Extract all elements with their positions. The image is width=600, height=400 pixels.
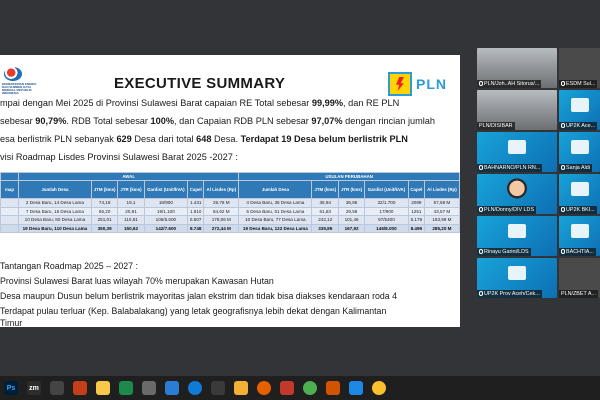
table-cell: 150,62 [118,224,144,233]
excel-icon[interactable] [119,381,133,395]
summary-line-3: esa berlistrik PLN sebanyak 629 Desa dari total 648 Desa. Terdapat 19 Desa belum berlistrik PLN [0,134,408,144]
table-cell: 10 Desa Baru, 77 Desa Lama [239,216,312,225]
table-cell: 29,76 M [204,199,239,208]
table-cell: 242,12 [312,216,339,225]
org-logo-icon [571,182,589,196]
participant-name: UP2K Ace... [559,122,597,130]
summary-line-1: mpai dengan Mei 2025 di Provinsi Sulawesi Barat capaian RE Total sebesar 99,99%, dan RE PLN [0,98,400,108]
org-logo-icon [508,266,526,280]
table-cell: 167,92 [339,224,365,233]
challenge-heading: Tantangan Roadmap 2025 – 2027 : [0,261,138,271]
table-cell: 36,86 [339,199,365,208]
calculator-icon[interactable] [50,381,64,395]
table-cell: 5.179 [408,216,424,225]
participant-tile[interactable] [477,258,557,298]
table-group-spacer [1,173,19,181]
table-header-cell: JTM (kms) [312,181,339,199]
table-row [1,216,460,225]
slide-title: EXECUTIVE SUMMARY [114,75,286,92]
table-header-cell: Jumlah Desa [239,181,312,199]
table-cell: 101,46 [339,216,365,225]
summary-line-2: sebesar 90,79%. RDB Total sebesar 100%, dan Capaian RDB PLN sebesar 97,07% dengan rincian jumlah [0,116,436,126]
zoom-app-icon[interactable]: zm [27,381,41,395]
participant-name: ESDM Sul... [559,80,597,88]
challenge-item-2: Desa maupun Dusun belum berlistrik mayoritas jalan ekstrim dan tidak bisa diakses kendaraan roda 4 [0,291,398,301]
table-cell: 110,61 [118,216,144,225]
table-cell: 350,39 [91,224,118,233]
table-cell: 97/5400 [365,216,409,225]
folder-icon[interactable] [234,381,248,395]
table-cell: 74,18 [91,199,118,208]
table-header-row [1,181,460,199]
table-cell [1,207,19,216]
table-header-cell: Al Lisdes (Rp) [424,181,459,199]
acrobat-icon[interactable] [280,381,294,395]
shared-slide [0,55,460,327]
table-cell: 57,68 M [424,199,459,208]
table-cell: 178,06 M [204,216,239,225]
mic-icon [479,291,483,296]
participant-tile[interactable] [477,174,557,214]
table-cell [1,199,19,208]
firefox-icon[interactable] [257,381,271,395]
table-cell: 19/1.100 [144,207,188,216]
table-header-cell: Al Lisdes (Rp) [204,181,239,199]
table-header-cell: JTR (kms) [118,181,144,199]
table-header-cell: JTR (kms) [339,181,365,199]
participant-tile[interactable] [477,216,557,256]
participant-name: Rinayu Garini/LDS [477,248,531,256]
table-header-cell: Capel [188,181,204,199]
table-cell: 183,98 M [424,216,459,225]
photoshop-icon[interactable]: Ps [4,381,18,395]
org-logo-icon [571,98,589,112]
table-cell: 285,20 M [424,224,459,233]
table-cell: 20,91 [118,207,144,216]
mic-icon [479,207,483,212]
participant-name: BACHTIA... [559,248,596,256]
table-header-cell: Capel [408,181,424,199]
table-cell: 65,20 [91,207,118,216]
participant-name: PLN/Joh..AH Sitorus/... [477,80,541,88]
table-cell: 1251 [408,207,424,216]
org-logo-icon [571,140,589,154]
table-cell: 10 Desa Baru, 80 Desa Lama [19,216,92,225]
participant-name: UP2K BKI... [559,206,597,214]
table-row [1,199,460,208]
participants-panel[interactable] [475,48,600,332]
table-total-row [1,224,460,233]
table-cell: 105/5.600 [144,216,188,225]
table-cell: 272,44 M [204,224,239,233]
table-cell: 251,01 [91,216,118,225]
participant-tile[interactable] [559,48,600,88]
app-icon[interactable] [349,381,363,395]
table-cell: 19,1 [118,199,144,208]
table-group-awal: AWAL [19,173,239,181]
table-group-usulan: USULAN PERUBAHAN [239,173,460,181]
participant-name: Sanja Aldi [559,164,592,172]
mic-icon [561,207,565,212]
settings-icon[interactable] [142,381,156,395]
chrome-canary-icon[interactable] [372,381,386,395]
mic-icon [479,165,483,170]
table-cell: 61,83 [312,207,339,216]
challenge-item-1: Provinsi Sulawesi Barat luas wilayah 70% merupakan Kawasan Hutan [0,276,274,286]
pln-logo-text: PLN [416,76,447,92]
table-cell: 29,58 [339,207,365,216]
participant-tile[interactable] [559,174,600,214]
participant-tile[interactable] [477,90,557,130]
snipping-icon[interactable] [211,381,225,395]
participant-name: PLN/Donny/DIV LDS [477,206,536,214]
table-cell [1,224,19,233]
table-cell: 1.431 [188,199,204,208]
table-cell: 17/900 [365,207,409,216]
table-header-cell: Gardist (Unit/kVA) [144,181,188,199]
pln-logo [388,72,447,96]
file-explorer-icon[interactable] [96,381,110,395]
table-cell: 4 Desa Baru, 36 Desa Lama [239,199,312,208]
participant-name: PLN/ZBET A... [561,291,596,297]
chrome-icon[interactable] [303,381,317,395]
table-cell: 43,57 M [424,207,459,216]
esdm-logo-text: KEMENTERIAN ENERGI DAN SUMBER DAYA MINERAL REPUBLIK INDONESIA [2,82,37,95]
pln-bolt-icon [388,72,412,96]
powerpoint-icon[interactable] [73,381,87,395]
table-cell: 7 Desa Baru, 16 Desa Lama [19,207,92,216]
challenge-item-3-cont: Timur [0,318,23,327]
challenge-item-3: Terdapat pulau terluar (Kep. Balabalakang) yang letak geografisnya lebih dekat dengan Kalimantan [0,306,387,316]
table-cell: 142/7.600 [144,224,188,233]
table-cell: 5 Desa Baru, 51 Desa Lama [239,207,312,216]
table-cell: 8.499 [408,224,424,233]
table-header-cell: JTM (kms) [91,181,118,199]
summary-line-4: visi Roadmap Lisdes Provinsi Sulawesi Barat 2025 -2027 : [0,152,238,162]
roadmap-table [0,172,460,233]
table-cell: 84,62 M [204,207,239,216]
edge-icon[interactable] [188,381,202,395]
table-cell: 8.748 [188,224,204,233]
table-cell: 339,89 [312,224,339,233]
table-cell: 35,94 [312,199,339,208]
table-cell: 5.507 [188,216,204,225]
table-header-cell: Jumlah Desa [19,181,92,199]
org-logo-icon [571,224,589,238]
participant-tile[interactable] [477,132,557,172]
avatar-icon [506,178,528,204]
mic-icon [561,123,565,128]
table-cell: 18/900 [144,199,188,208]
table-header-cell: map [1,181,19,199]
participant-tile[interactable] [559,216,600,256]
org-logo-icon [508,224,526,238]
participant-tile[interactable] [477,48,557,88]
table-cell: 19 Desa Baru, 122 Desa Lama [239,224,312,233]
table-row [1,207,460,216]
table-cell: 1.810 [188,207,204,216]
participant-tile[interactable] [559,132,600,172]
table-cell: 2 Desa Baru, 14 Desa Lama [19,199,92,208]
participant-name: PLN/DISIBAR [479,123,513,129]
mic-icon [561,249,565,254]
participant-name: BAHNARNO/PLN RN... [477,164,542,172]
taskbar [0,376,600,400]
table-cell: 32/1.700 [365,199,409,208]
table-cell: 19 Desa Baru, 110 Desa Lama [19,224,92,233]
esdm-logo-icon [4,67,22,81]
mic-icon [479,81,483,86]
media-player-icon[interactable] [326,381,340,395]
table-cell: 2089 [408,199,424,208]
table-cell: 146/8.000 [365,224,409,233]
mic-icon [479,249,483,254]
word-icon[interactable] [165,381,179,395]
table-cell [1,216,19,225]
participant-tile[interactable] [559,258,600,298]
org-logo-icon [508,140,526,154]
mic-icon [561,81,565,86]
table-header-cell: Gardist (Unit/kVA) [365,181,409,199]
participant-name: UP2K Prov Aceh/Cek... [477,290,542,298]
participant-tile[interactable] [559,90,600,130]
mic-icon [561,165,565,170]
